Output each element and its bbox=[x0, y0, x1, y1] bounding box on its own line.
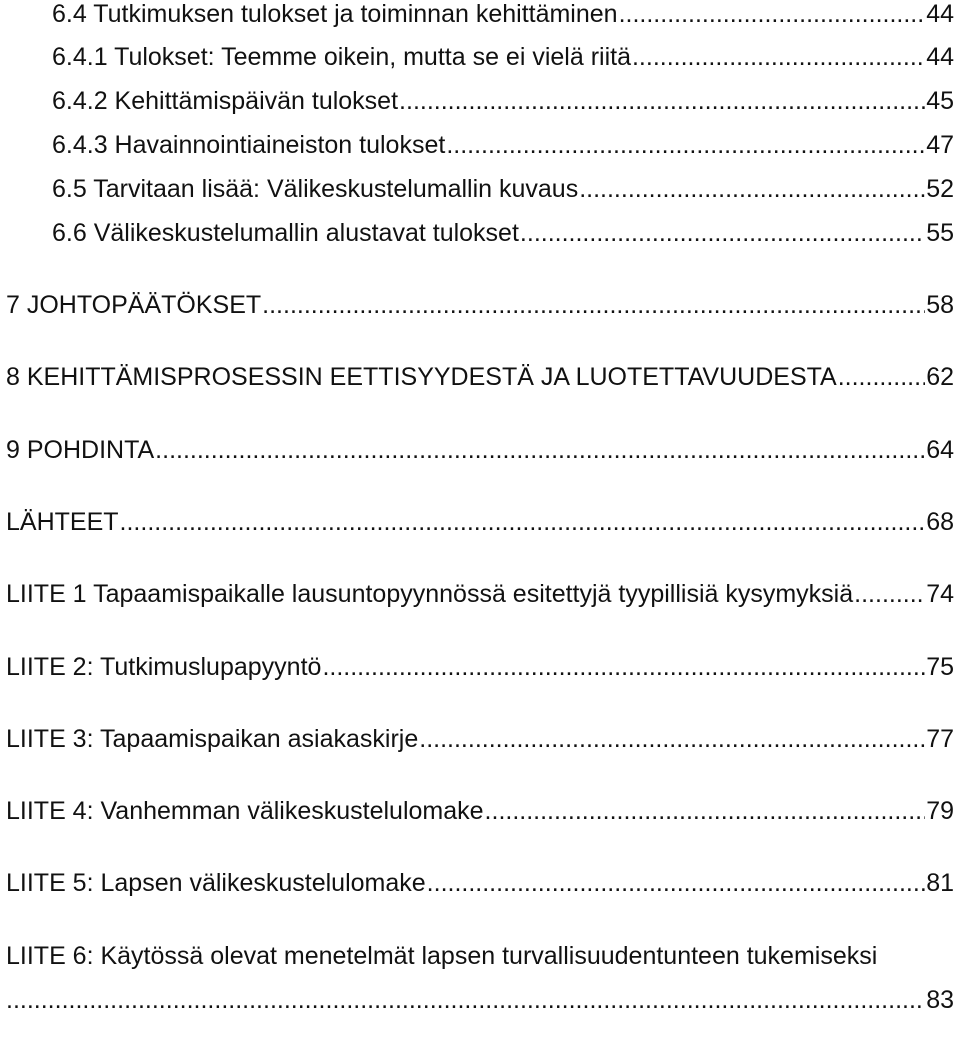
toc-entry-label: 6.4.3 Havainnointiaineiston tulokset bbox=[52, 131, 446, 159]
toc-entry bbox=[6, 290, 954, 320]
toc-entry bbox=[6, 362, 954, 392]
dot-leader bbox=[579, 174, 925, 204]
toc-entry bbox=[6, 796, 954, 826]
toc-entry bbox=[52, 42, 954, 72]
dot-leader bbox=[322, 652, 925, 682]
toc-entry-page: 79 bbox=[926, 797, 954, 825]
toc-entry bbox=[6, 579, 954, 609]
toc-entry-page: 83 bbox=[926, 986, 954, 1014]
dot-leader bbox=[838, 362, 925, 392]
toc-entry-page: 64 bbox=[926, 436, 954, 464]
dot-leader bbox=[854, 579, 925, 609]
dot-leader bbox=[619, 0, 926, 29]
toc-entry bbox=[6, 985, 954, 1015]
toc-entry-page: 68 bbox=[926, 508, 954, 536]
dot-leader bbox=[262, 290, 925, 320]
dot-leader bbox=[6, 985, 925, 1015]
dot-leader bbox=[419, 724, 925, 754]
toc-entry-label: 8 KEHITTÄMISPROSESSIN EETTISYYDESTÄ JA LUOTETTAVUUDESTA bbox=[6, 363, 837, 391]
toc-entry-page: 74 bbox=[926, 580, 954, 608]
toc-entry-label: LIITE 6: Käytössä olevat menetelmät lapsen turvallisuudentunteen tukemiseksi bbox=[6, 942, 878, 970]
toc-entry-page: 55 bbox=[926, 219, 954, 247]
toc-entry-label: 9 POHDINTA bbox=[6, 436, 155, 464]
dot-leader bbox=[520, 218, 925, 248]
toc-entry-page: 44 bbox=[926, 0, 954, 28]
toc-entry bbox=[6, 435, 954, 465]
toc-entry-label: LIITE 5: Lapsen välikeskustelulomake bbox=[6, 869, 426, 897]
toc-entry bbox=[52, 174, 954, 204]
dot-leader bbox=[446, 130, 925, 160]
toc-entry bbox=[52, 86, 954, 116]
toc-entry-label: 6.4.1 Tulokset: Teemme oikein, mutta se ei vielä riitä bbox=[52, 43, 631, 71]
toc-entry-label: LIITE 4: Vanhemman välikeskustelulomake bbox=[6, 797, 484, 825]
toc-entry bbox=[6, 868, 954, 898]
dot-leader bbox=[427, 868, 926, 898]
toc-entry bbox=[6, 507, 954, 537]
toc-entry-page: 75 bbox=[926, 653, 954, 681]
toc-entry bbox=[52, 0, 954, 29]
toc-entry-page: 52 bbox=[926, 175, 954, 203]
dot-leader bbox=[120, 507, 926, 537]
toc-entry bbox=[6, 724, 954, 754]
dot-leader bbox=[155, 435, 925, 465]
dot-leader bbox=[632, 42, 925, 72]
toc-entry-page: 45 bbox=[926, 87, 954, 115]
toc-entry bbox=[52, 218, 954, 248]
toc-entry bbox=[6, 652, 954, 682]
toc-entry-page: 47 bbox=[926, 131, 954, 159]
toc-entry-label: 6.6 Välikeskustelumallin alustavat tulokset bbox=[52, 219, 519, 247]
toc-entry-label: LÄHTEET bbox=[6, 508, 119, 536]
toc-entry bbox=[52, 130, 954, 160]
toc-entry-label: 6.5 Tarvitaan lisää: Välikeskustelumallin kuvaus bbox=[52, 175, 579, 203]
toc-entry-label: LIITE 2: Tutkimuslupapyyntö bbox=[6, 653, 322, 681]
toc-entry-label: 6.4 Tutkimuksen tulokset ja toiminnan kehittäminen bbox=[52, 0, 618, 28]
dot-leader bbox=[485, 796, 926, 826]
toc-entry-page: 81 bbox=[926, 869, 954, 897]
toc-entry-label: 7 JOHTOPÄÄTÖKSET bbox=[6, 291, 262, 319]
toc-entry-page: 58 bbox=[926, 291, 954, 319]
toc-entry-label: LIITE 3: Tapaamispaikan asiakaskirje bbox=[6, 725, 419, 753]
toc-entry-label: LIITE 1 Tapaamispaikalle lausuntopyynnössä esitettyjä tyypillisiä kysymyksiä bbox=[6, 580, 854, 608]
toc-entry-label: 6.4.2 Kehittämispäivän tulokset bbox=[52, 87, 399, 115]
toc-entry-page: 77 bbox=[926, 725, 954, 753]
toc-entry-page: 44 bbox=[926, 43, 954, 71]
toc-entry-page: 62 bbox=[926, 363, 954, 391]
dot-leader bbox=[399, 86, 925, 116]
